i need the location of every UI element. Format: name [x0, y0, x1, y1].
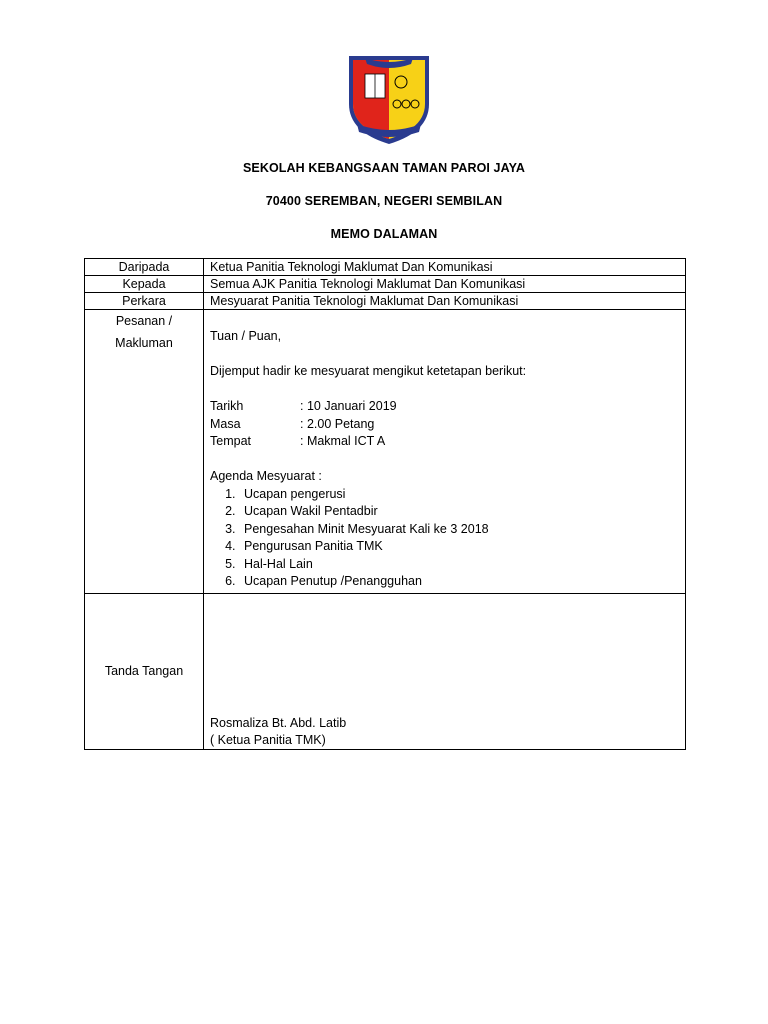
from-label: Daripada — [85, 259, 204, 276]
intro-text: Dijemput hadir ke mesyuarat mengikut ketetapan berikut: — [210, 364, 527, 378]
message-body — [204, 310, 686, 594]
signature-block — [204, 593, 686, 749]
detail-time — [210, 416, 685, 434]
subject-value: Mesyuarat Panitia Teknologi Maklumat Dan Komunikasi — [204, 293, 686, 310]
signature-label: Tanda Tangan — [85, 593, 204, 749]
to-label: Kepada — [85, 276, 204, 293]
memo-table — [84, 258, 686, 750]
signature-row — [85, 593, 686, 749]
detail-value: : Makmal ICT A — [300, 434, 386, 448]
detail-place — [210, 433, 685, 451]
subject-row — [85, 293, 686, 310]
signatory-name: Rosmaliza Bt. Abd. Latib — [210, 715, 347, 730]
to-row — [85, 276, 686, 293]
detail-key: Masa — [210, 416, 241, 431]
detail-value: : 10 Januari 2019 — [300, 399, 397, 413]
agenda-item: 6. Ucapan Penutup /Penangguhan — [239, 573, 685, 591]
message-row — [85, 310, 686, 594]
from-value: Ketua Panitia Teknologi Maklumat Dan Komunikasi — [204, 259, 686, 276]
detail-key: Tempat — [210, 434, 251, 448]
signatory-title: ( Ketua Panitia TMK) — [210, 732, 326, 747]
school-name: SEKOLAH KEBANGSAAN TAMAN PAROI JAYA — [242, 161, 525, 175]
agenda-item: 1. Ucapan pengerusi — [239, 486, 685, 504]
agenda-list — [210, 486, 685, 591]
school-crest-icon — [345, 52, 433, 148]
message-label-line1: Pesanan / — [115, 314, 173, 328]
to-value: Semua AJK Panitia Teknologi Maklumat Dan Komunikasi — [204, 276, 686, 293]
message-label — [85, 310, 204, 594]
agenda-item: 3. Pengesahan Minit Mesyuarat Kali ke 3 2018 — [239, 521, 685, 539]
agenda-item: 5. Hal-Hal Lain — [239, 556, 685, 574]
from-row — [85, 259, 686, 276]
detail-key: Tarikh — [210, 399, 244, 413]
school-address: 70400 SEREMBAN, NEGERI SEMBILAN — [265, 194, 503, 208]
memo-title: MEMO DALAMAN — [330, 227, 438, 241]
agenda-item: 2. Ucapan Wakil Pentadbir — [239, 503, 685, 521]
agenda-title: Agenda Mesyuarat : — [210, 469, 322, 483]
agenda-item: 4. Pengurusan Panitia TMK — [239, 538, 685, 556]
detail-date — [210, 398, 685, 416]
message-label-line2: Makluman — [115, 336, 173, 350]
subject-label: Perkara — [85, 293, 204, 310]
greeting: Tuan / Puan, — [210, 329, 282, 343]
detail-value: : 2.00 Petang — [300, 416, 375, 431]
